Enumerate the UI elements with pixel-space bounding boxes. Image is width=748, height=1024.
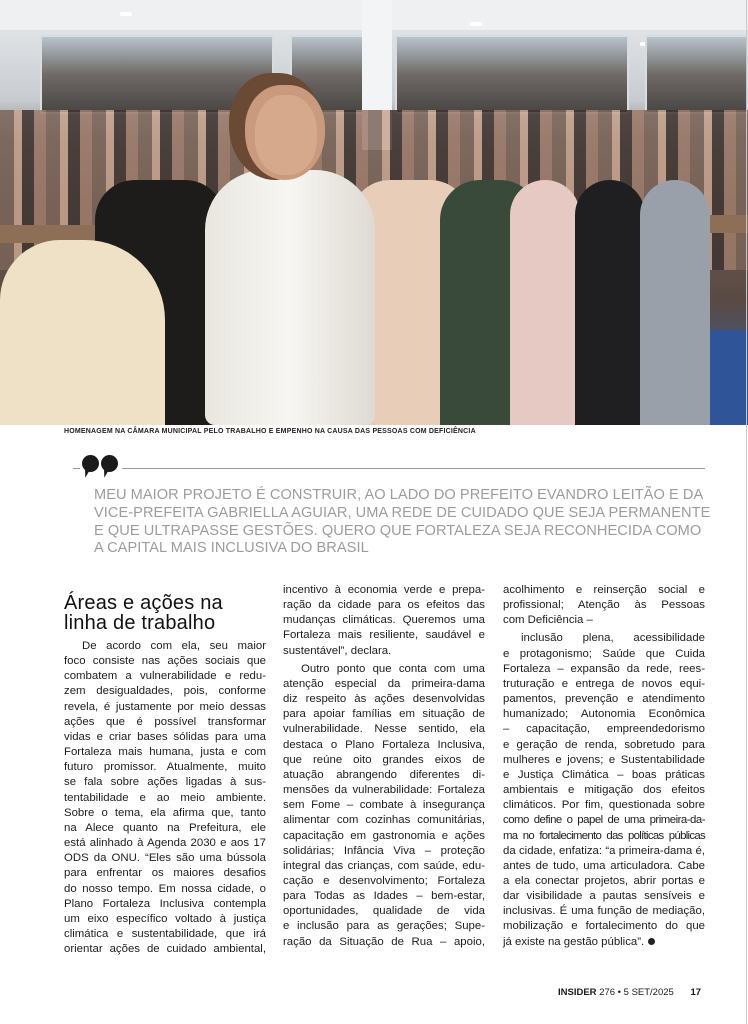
issue-info: 276 • 5 SET/2025 [599,987,674,998]
text-line: que reúne oito grandes eixos de [283,753,485,766]
text-line: está alinhado à Agenda 2030 e aos 17 [64,837,266,850]
seated-woman [640,180,710,425]
text-line: sustentável”, declara. [283,644,392,657]
article-column-3 [503,583,705,950]
text-line: antes de tudo, uma articuladora. Cabe [503,859,705,872]
ceiling-light [120,12,132,16]
text-line: e protagonismo; Saúde que Cuida [503,647,705,660]
text-line: ração da cidade para os efeitos das [283,599,485,612]
seated-woman [575,180,645,425]
text-line: Fortaleza mais humana, justa e com [64,746,266,759]
text-line: ODS da ONU. “Eles são uma bússola [64,852,266,865]
text-line: do nosso tempo. Em nossa cidade, o [64,882,266,895]
text-line: um eixo específico voltado à justiça [64,912,266,925]
gallery-window [40,35,274,114]
text-line: combatem a vulnerabilidade e redu- [64,670,266,683]
text-line: mulheres e jovens; e Sustentabilidade [503,753,705,766]
text-line: incentivo à economia verde e prepa- [283,584,485,596]
text-line: solidárias; Infância Viva – proteção [283,844,485,857]
quote-divider [73,468,705,469]
text-line: Fortaleza – expansão da rede, rees- [503,662,705,675]
text-line: integral das crianças, com saúde, edu- [283,859,485,872]
ceiling-light [470,22,482,26]
article-column-2 [283,583,485,950]
text-line: inclusão plena, acessibilidade [521,632,705,645]
text-line: orientar ações de cuidado ambiental, [64,943,266,956]
text-line: ações que é possível transformar [64,715,266,728]
section-heading [64,593,266,633]
text-line: Sobre o tema, ela afirma que, tanto [64,806,266,819]
text-line: e geração de renda, sobretudo para [503,738,705,751]
text-line: vulnerabilidade. Nesse sentido, ela [283,723,485,736]
text-line: mobilização e fortalecimento do que [503,920,705,933]
text-line: cação e desenvolvimento; Fortaleza [283,874,485,887]
text-line: tentabilidade e ao meio ambiente. [64,791,266,804]
page-number: 17 [690,987,702,998]
text-line: De acordo com ela, seu maior [82,640,266,652]
section-heading-line: Áreas e ações na [64,592,223,614]
text-line: atuação abrangendo diferentes di- [283,768,485,781]
text-line: mensões da vulnerabilidade: Fortaleza [283,784,485,797]
foreground-woman [0,240,165,425]
text-line: climáticos. Por fim, questionada sobre [503,799,705,812]
text-line: – capacitação, empreendedorismo [503,723,705,736]
text-line: atenção especial da primeira-dama [283,677,485,690]
pull-quote-line: E QUE ULTRAPASSE GESTÕES. QUERO QUE FORTALEZA SEJA RECONHECIDA COMO [94,522,702,539]
text-line: diz respeito às ações desenvolvidas [283,693,485,706]
text-line: mudanças climáticas. Queremos uma [283,614,485,627]
text-line: dar visibilidade a pautas sensíveis e [503,890,705,903]
page-edge [746,0,747,1024]
text-line: ração da Situação de Rua – apoio, [283,935,485,948]
text-line: Fortaleza mais resiliente, saudável e [283,629,485,642]
quote-icon [80,455,122,485]
paragraph [64,639,266,957]
text-line: destaca o Plano Fortaleza Inclusiva, [283,738,485,751]
text-line: e Justiça Climática – boas práticas [503,768,705,781]
text-line-final [503,935,705,950]
text-line: profissional; Atenção às Pessoas [503,599,705,612]
text-line: humanizado; Autonomia Econômica [503,708,705,721]
paragraph [503,631,705,949]
text-line: ambientais e mitigação dos efeitos [503,784,705,797]
standing-woman [205,170,375,425]
paragraph [503,583,705,628]
text-line: como define o papel de uma primeira-da- [503,814,705,827]
seated-woman [510,180,580,425]
photo-caption: HOMENAGEM NA CÂMARA MUNICIPAL PELO TRABALHO E EMPENHO NA CAUSA DAS PESSOAS COM DEFICIÊNCIA [64,428,476,435]
pull-quote-line: A CAPITAL MAIS INCLUSIVA DO BRASIL [94,540,369,557]
text-line: acolhimento e reinserção social e [503,584,705,596]
text-line: da cidade, enfatiza: “a primeira-dama é, [503,844,705,857]
text-line: já existe na gestão pública”. [503,935,645,948]
text-line: climática e sustentabilidade, que irá [64,927,266,940]
page-footer [558,987,701,998]
section-heading-line: linha de trabalho [64,612,216,634]
article-photo [0,0,748,425]
text-line: para Todas as Idades – bem-estar, [283,890,485,903]
text-line: zem desigualdades, pois, conforme [64,685,266,698]
pull-quote-line: VICE-PREFEITA GABRIELLA AGUIAR, UMA REDE DE CUIDADO QUE SEJA PERMANENTE [94,504,711,521]
text-line: truturação e entrega de novos equi- [503,677,705,690]
text-line: sem Fome – combate à insegurança [283,799,485,812]
text-line: ma no fortalecimento das políticas públicas [503,829,705,842]
text-line: com Deficiência – [503,614,593,627]
end-of-article-icon [648,938,655,945]
gallery-window [395,35,629,114]
paragraph [283,583,485,659]
text-line: a ela conectar projetos, abrir portas e [503,874,705,887]
text-line: vidas e criar bases sólidas para uma [64,730,266,743]
text-line: se fala sobre ações ligadas à sus- [64,776,266,789]
gallery-window [645,35,748,114]
text-line: pamentos, prevenção e atendimento [503,693,705,706]
standing-woman-face [255,95,317,175]
magazine-name: INSIDER [558,987,597,998]
text-line: alimentar com cozinhas comunitárias, [283,814,485,827]
text-line: oportunidades, qualidade de vida [283,905,485,918]
paragraph [283,662,485,950]
text-line: inclusivas. É uma função de mediação, [503,905,705,918]
text-line: e inclusão para as gerações; Supe- [283,920,485,933]
text-line: na Alece quanto na Prefeitura, ele [64,821,266,834]
pull-quote [94,487,709,558]
text-line: capacitação em gastronomia e ações [283,829,485,842]
text-line: Plano Fortaleza Inclusiva contempla [64,897,266,910]
text-line: futuro promissor. Atualmente, muito [64,761,266,774]
text-line: para enfrentar os maiores desafios [64,867,266,880]
article-column-1 [64,583,266,957]
pull-quote-line: MEU MAIOR PROJETO É CONSTRUIR, AO LADO DO PREFEITO EVANDRO LEITÃO E DA [94,487,704,503]
text-line: Outro ponto que conta com uma [301,662,485,675]
text-line: foco consiste nas ações sociais que [64,655,266,668]
text-line: revela, é justamente por meio dessas [64,700,266,713]
text-line: para apoiar famílias em situação de [283,708,485,721]
